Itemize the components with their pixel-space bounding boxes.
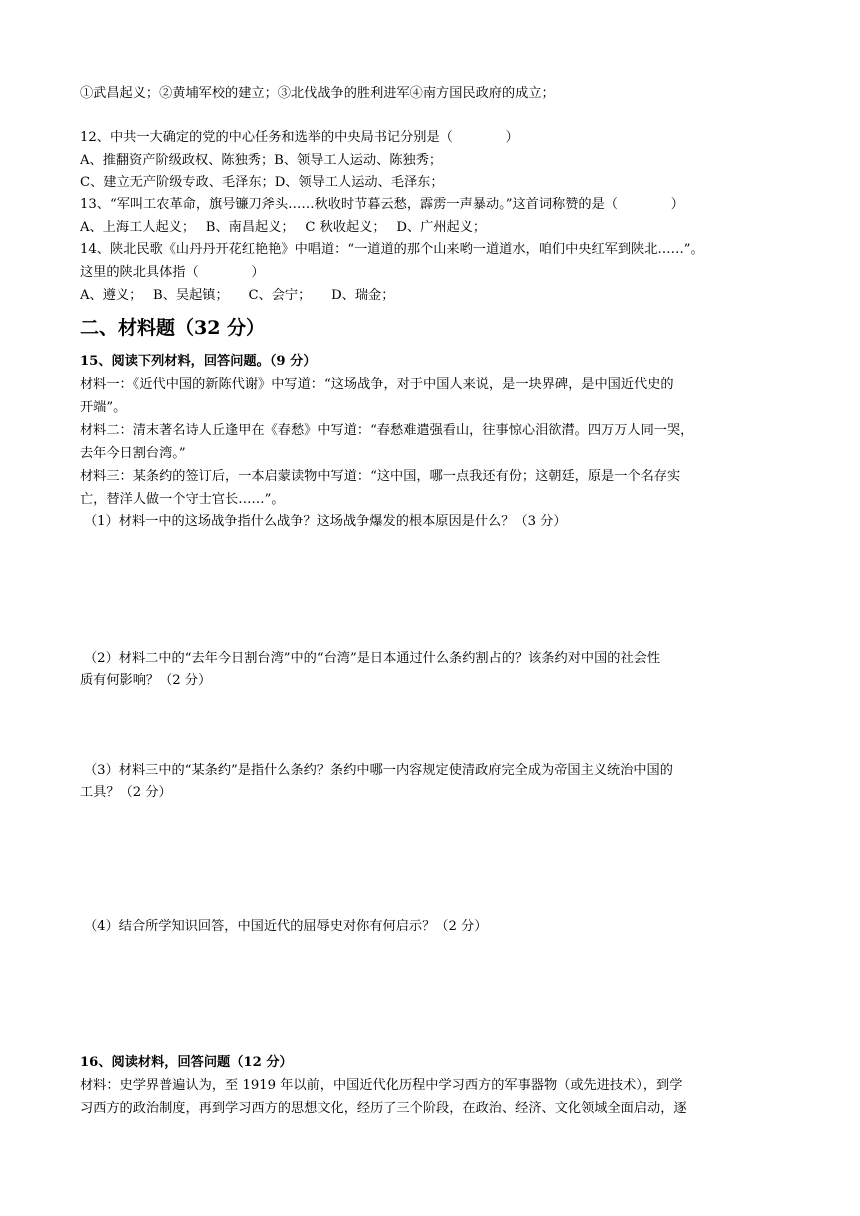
question-15-sub-3-line1: （3）材料三中的“某条约”是指什么条约？条约中哪一内容规定使清政府完全成为帝国主义统治中国的 <box>84 763 673 778</box>
question-15-sub-4: （4）结合所学知识回答，中国近代的屈辱史对你有何启示？（2 分） <box>84 919 488 934</box>
material-2-line1: 材料二：清末著名诗人丘逢甲在《春愁》中写道：“春愁难遣强看山，往事惊心泪欲潸。四万万人同一哭， <box>80 423 694 438</box>
question-12-options-cd: C、建立无产阶级专政、毛泽东；D、领导工人运动、毛泽东； <box>80 175 444 190</box>
question-13-options: A、上海工人起义； B、南昌起义； C 秋收起义； D、广州起义； <box>80 220 487 235</box>
question-15-sub-3-line2: 工具？（2 分） <box>80 785 172 800</box>
question-16-material-line1: 材料：史学界普遍认为，至 1919 年以前，中国近代化历程中学习西方的军事器物（或先进技术），到学 <box>80 1078 683 1093</box>
question-14-stem-line2: 这里的陕北具体指（ ） <box>80 265 265 280</box>
question-16-title: 16、阅读材料，回答问题（12 分） <box>80 1055 293 1070</box>
question-11-options-list: ①武昌起义；②黄埔军校的建立；③北伐战争的胜利进军④南方国民政府的成立； <box>80 86 555 101</box>
question-14-options: A、遵义； B、吴起镇； C、会宁； D、瑞金； <box>80 288 395 303</box>
question-16-material-line2: 习西方的政治制度，再到学习西方的思想文化，经历了三个阶段，在政治、经济、文化领域全面启动，逐 <box>80 1101 687 1116</box>
material-2-line2: 去年今日割台湾。” <box>80 446 186 461</box>
material-3-line2: 亡，替洋人做一个守士官长……”。 <box>80 492 285 507</box>
section-2-title: 二、材料题（32 分） <box>80 317 266 339</box>
question-12-stem: 12、中共一大确定的党的中心任务和选举的中央局书记分别是（ ） <box>80 130 519 145</box>
question-15-sub-2-line2: 质有何影响？（2 分） <box>80 673 212 688</box>
question-15-sub-2-line1: （2）材料二中的“去年今日割台湾”中的“台湾”是日本通过什么条约割占的？该条约对中国的社会性 <box>84 651 661 666</box>
material-1-line2: 开端”。 <box>80 400 127 415</box>
question-15-title: 15、阅读下列材料，回答问题。（9 分） <box>80 354 317 369</box>
material-1-line1: 材料一：《近代中国的新陈代谢》中写道：“这场战争，对于中国人来说，是一块界碑，是中国近代史的 <box>80 377 674 392</box>
material-3-line1: 材料三：某条约的签订后，一本启蒙读物中写道：“这中国，哪一点我还有份；这朝廷，原是一个名存实 <box>80 469 681 484</box>
question-15-sub-1: （1）材料一中的这场战争指什么战争？这场战争爆发的根本原因是什么？（3 分） <box>84 514 567 529</box>
question-12-options-ab: A、推翻资产阶级政权、陈独秀；B、领导工人运动、陈独秀； <box>80 153 443 168</box>
question-13-stem: 13、“军叫工农革命，旗号镰刀斧头……秋收时节暮云愁，霹雳一声暴动。”这首词称赞的是（ ） <box>80 197 684 212</box>
question-14-stem-line1: 14、陕北民歌《山丹丹开花红艳艳》中唱道：“一道道的那个山来哟一道道水，咱们中央红军到陕北……”。 <box>80 242 704 257</box>
